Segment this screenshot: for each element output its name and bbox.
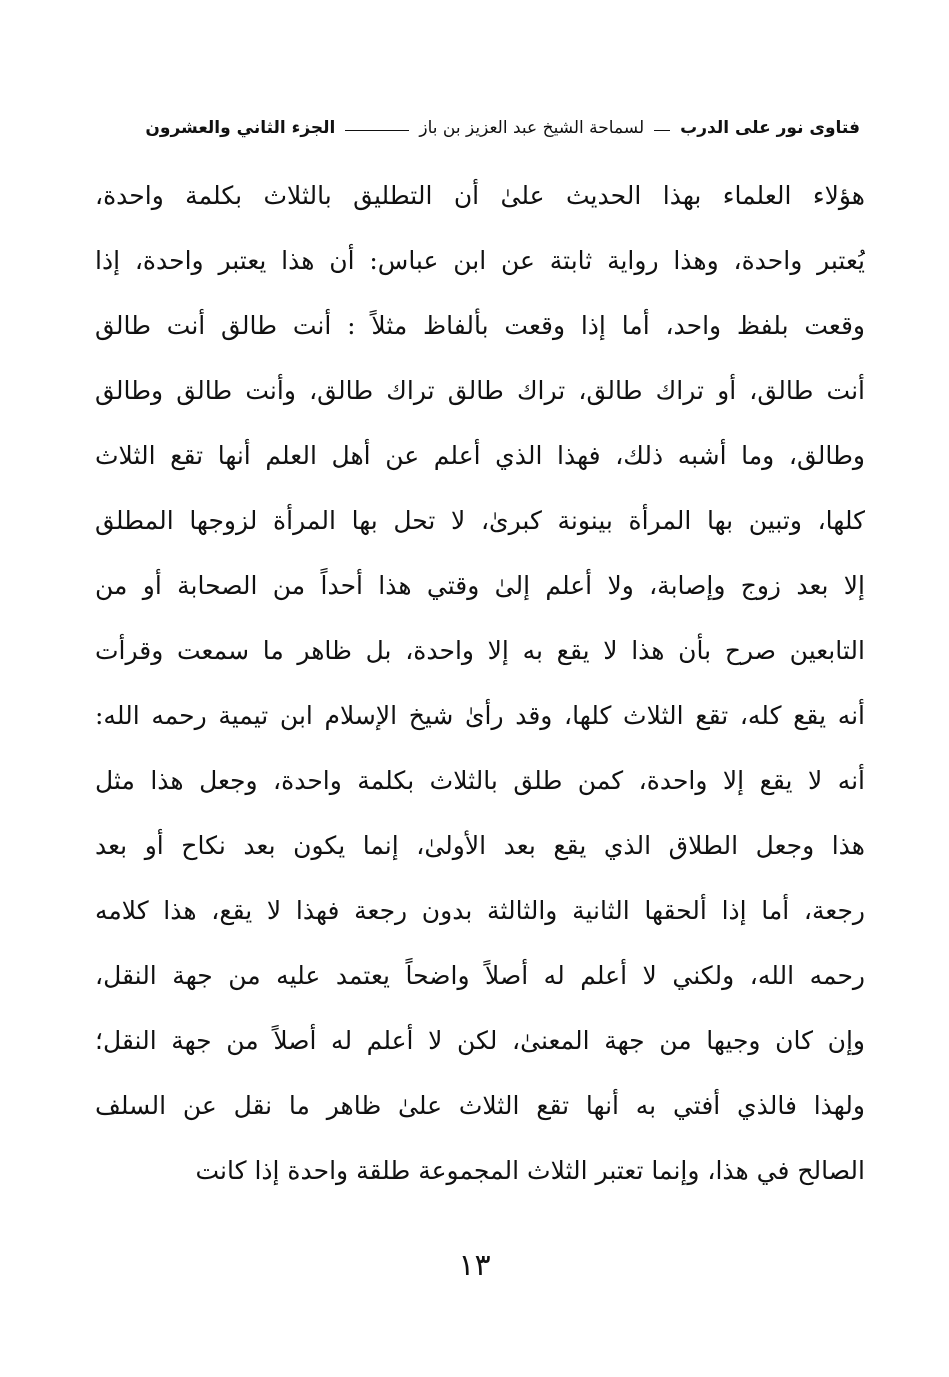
running-header (100, 108, 860, 148)
page-number: ١٣ (458, 1248, 491, 1283)
text-line: كلها، وتبين بها المرأة بينونة كبرىٰ، لا تحل بها المرأة لزوجها المطلق (95, 506, 865, 535)
text-line: يُعتبر واحدة، وهذا رواية ثابتة عن ابن عباس: أن هذا يعتبر واحدة، إذا (95, 246, 865, 275)
book-title: فتاوى نور على الدرب (680, 118, 860, 138)
text-line: أنت طالق، أو تراك طالق، تراك طالق تراك طالق، وأنت طالق وطالق (95, 376, 865, 405)
volume-part: الجزء الثاني والعشرون (145, 118, 336, 138)
text-line: رجعة، أما إذا ألحقها الثانية والثالثة بدون رجعة فهذا لا يقع، هذا كلامه (95, 896, 865, 925)
header-rule (345, 130, 409, 131)
text-line: التابعين صرح بأن هذا لا يقع به إلا واحدة، بل ظاهر ما سمعت وقرأت (95, 636, 865, 665)
text-line: إلا بعد زوج وإصابة، ولا أعلم إلىٰ وقتي هذا أحداً من الصحابة أو من (95, 571, 865, 600)
body-text (95, 163, 865, 1203)
text-line: رحمه الله، ولكني لا أعلم له أصلاً واضحاً يعتمد عليه من جهة النقل، (95, 961, 865, 990)
author-credit: لسماحة الشيخ عبد العزيز بن باز (419, 118, 645, 138)
text-line: هؤلاء العلماء بهذا الحديث علىٰ أن التطليق بالثلاث بكلمة واحدة، (95, 181, 865, 210)
header-dash (654, 130, 670, 131)
text-line: أنه يقع كله، تقع الثلاث كلها، وقد رأىٰ شيخ الإسلام ابن تيمية رحمه الله: (95, 701, 865, 730)
text-line: وقعت بلفظ واحد، أما إذا وقعت بألفاظ مثلاً : أنت طالق أنت طالق (95, 311, 865, 340)
text-line: أنه لا يقع إلا واحدة، كمن طلق بالثلاث بكلمة واحدة، وجعل هذا مثل (95, 766, 865, 795)
text-line: الصالح في هذا، وإنما تعتبر الثلاث المجموعة طلقة واحدة إذا كانت (195, 1156, 865, 1185)
text-line: هذا وجعل الطلاق الذي يقع بعد الأولىٰ، إنما يكون بعد نكاح أو بعد (95, 831, 865, 860)
text-line: ولهذا فالذي أفتي به أنها تقع الثلاث علىٰ ظاهر ما نقل عن السلف (95, 1091, 865, 1120)
text-line: وإن كان وجيها من جهة المعنىٰ، لكن لا أعلم له أصلاً من جهة النقل؛ (95, 1026, 865, 1055)
text-line: وطالق، وما أشبه ذلك، فهذا الذي أعلم عن أهل العلم أنها تقع الثلاث (95, 441, 865, 470)
